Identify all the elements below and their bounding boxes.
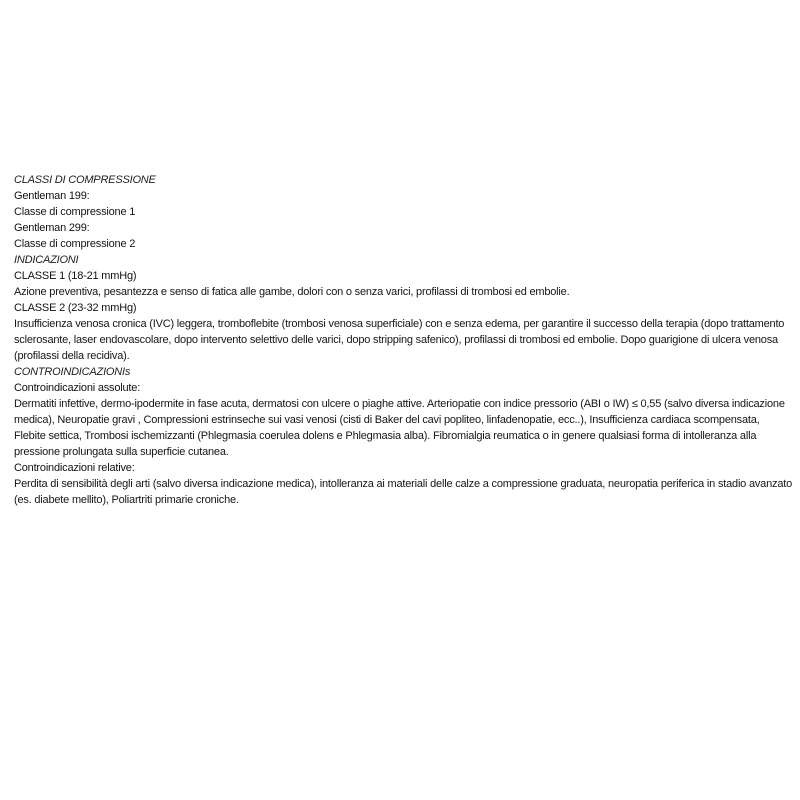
variant-value-gentleman-299: Classe di compressione 2 xyxy=(14,238,136,250)
contraindications-absolute-heading: Controindicazioni assolute: xyxy=(14,382,141,394)
variant-label-gentleman-299: Gentleman 299: xyxy=(14,222,90,234)
product-info-document xyxy=(14,172,793,508)
variant-label-gentleman-199: Gentleman 199: xyxy=(14,190,90,202)
indication-class1-text: Azione preventiva, pesantezza e senso di fatica alle gambe, dolori con o senza varici, profilassi di trombosi ed embolie. xyxy=(14,286,570,298)
section-contraindications xyxy=(14,364,793,508)
indication-class2-text: Insufficienza venosa cronica (IVC) leggera, tromboflebite (trombosi venosa superficiale) con e senza edema, per garantire il successo della terapia (dopo trattamento sclerosante, laser endovascolare, dopo intervento selettivo delle varici, dopo stripping safenico), profilassi di trombosi ed embolie. Dopo guarigione di ulcera venosa (profilassi della recidiva). xyxy=(14,318,785,362)
contraindications-relative-text: Perdita di sensibilità degli arti (salvo diversa indicazione medica), intolleranza ai materiali delle calze a compressione graduata, neuropatia periferica in stadio avanzato (es. diabete mellito), Poliartriti primarie croniche. xyxy=(14,478,793,506)
contraindications-absolute-text: Dermatiti infettive, dermo-ipodermite in fase acuta, dermatosi con ulcere o piaghe attive. Arteriopatie con indice pressorio (ABI o IW) ≤ 0,55 (salvo diversa indicazione medica), Neuropatie gravi , Compressioni estrinseche sui vasi venosi (cisti di Baker del cavi popliteo, linfadenopatie, ecc..), Insufficienza cardiaca scompensata, Flebite settica, Trombosi ischemizzanti (Phlegmasia coerulea dolens e Phlegmasia alba). Fibromialgia reumatica o in genere qualsiasi forma di intolleranza alla pressione prolungata sulla superficie cutanea. xyxy=(14,398,785,458)
contraindications-relative-heading: Controindicazioni relative: xyxy=(14,462,135,474)
section-title-compression-classes: CLASSI DI COMPRESSIONE xyxy=(14,174,156,186)
section-compression-classes xyxy=(14,172,793,252)
section-indications xyxy=(14,252,793,364)
indication-class1-heading: CLASSE 1 (18-21 mmHg) xyxy=(14,270,137,282)
section-title-indications: INDICAZIONI xyxy=(14,254,79,266)
section-title-contraindications: CONTROINDICAZIONIs xyxy=(14,366,131,378)
variant-value-gentleman-199: Classe di compressione 1 xyxy=(14,206,136,218)
indication-class2-heading: CLASSE 2 (23-32 mmHg) xyxy=(14,302,137,314)
